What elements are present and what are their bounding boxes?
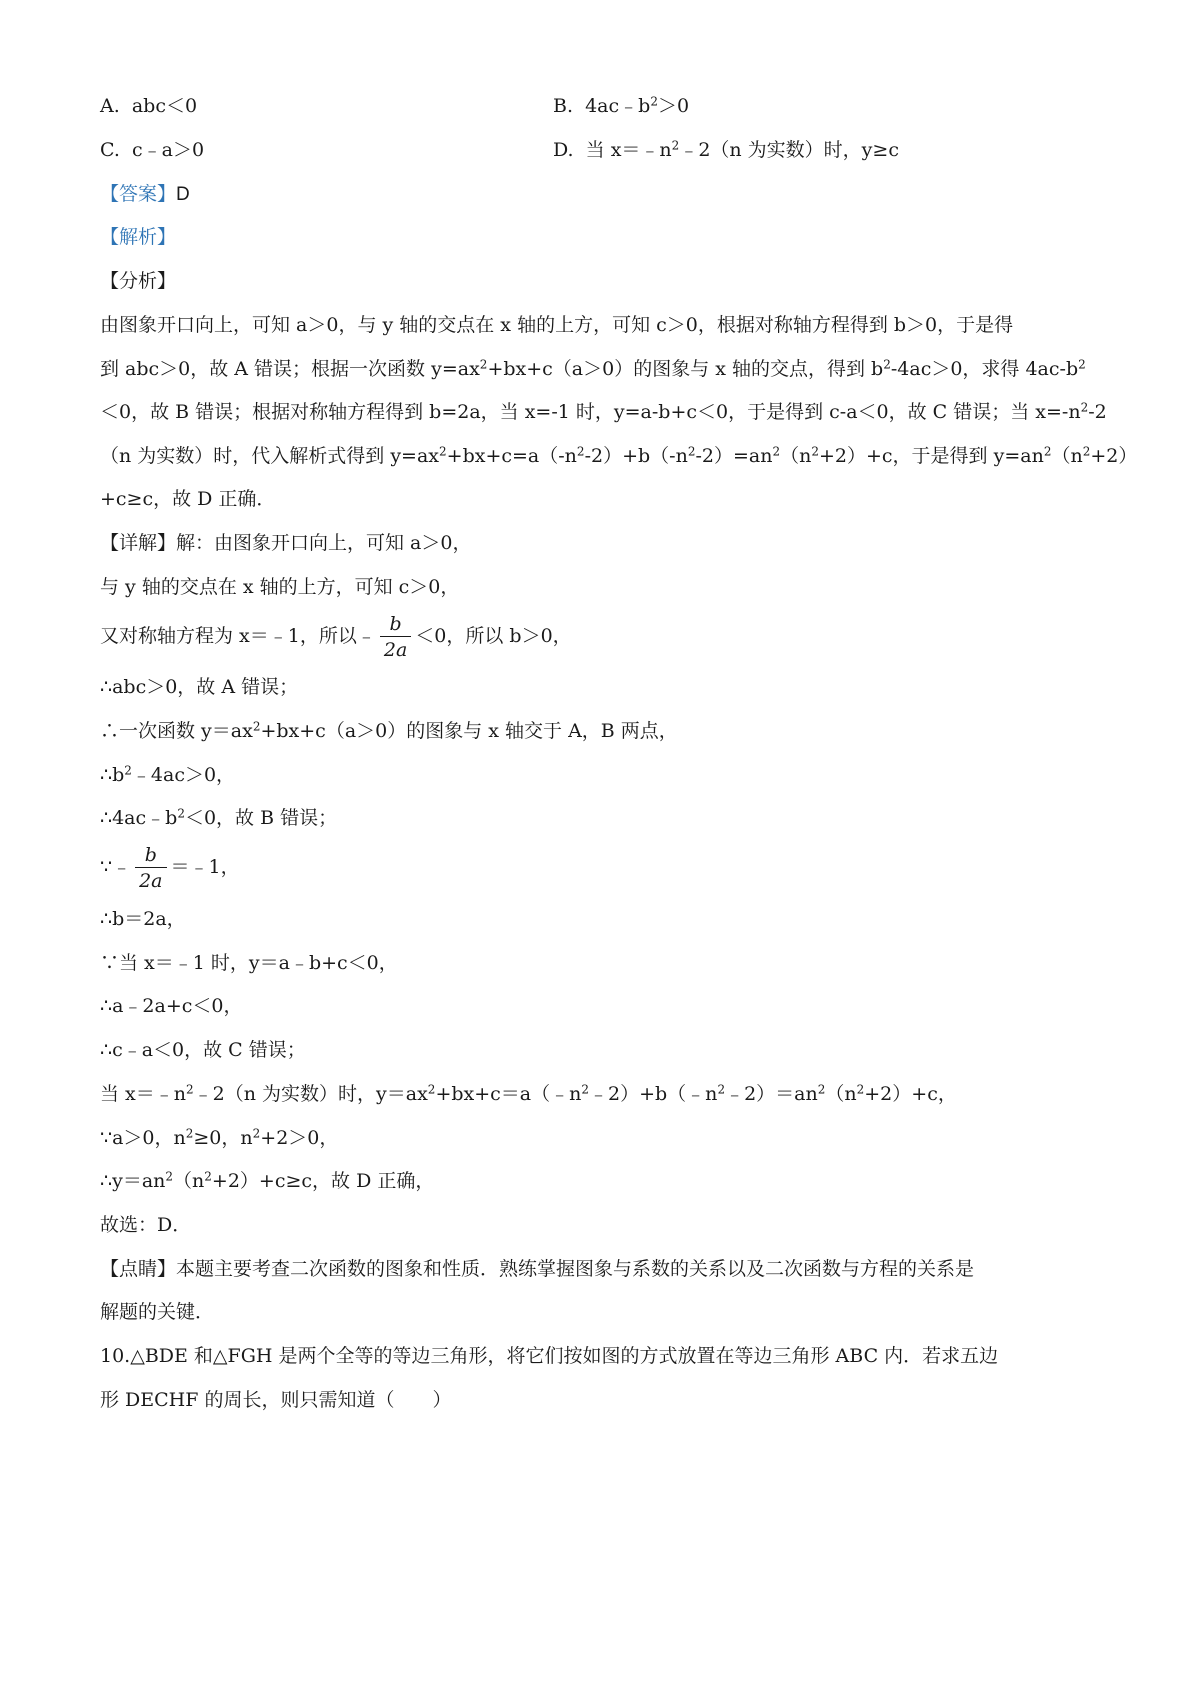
text: 10.△BDE 和△FGH 是两个全等的等边三角形，将它们按如图的方式放置在等边三角形 ABC 内．若求五边 <box>100 1345 999 1367</box>
text: 与 y 轴的交点在 x 轴的上方，可知 c＞0， <box>100 576 460 598</box>
text: -4ac＞0，求得 4ac-b <box>890 358 1079 380</box>
fenxi-line-3 <box>100 399 1107 425</box>
option-b-text: B. 4ac﹣b <box>553 95 651 117</box>
detail-step-11 <box>100 993 1100 1019</box>
text: ＝﹣1， <box>170 856 240 878</box>
text: ∵当 x＝﹣1 时，y＝a﹣b+c＜0， <box>100 952 398 974</box>
text: 解：由图象开口向上，可知 a＞0， <box>176 532 472 554</box>
dianjing-line-2 <box>100 1299 1100 1325</box>
detail-step-7 <box>100 805 1100 831</box>
detail-step-9 <box>100 906 1100 932</box>
superscript: 2 <box>479 357 488 372</box>
text: 形 DECHF 的周长，则只需知道（ ） <box>100 1389 452 1411</box>
detail-step-14 <box>100 1125 1100 1151</box>
text: 又对称轴方程为 x＝﹣1，所以﹣ <box>100 625 376 647</box>
detail-step-10 <box>100 950 1100 976</box>
fraction-denominator: 2a <box>135 867 166 894</box>
fenxi-line-2 <box>100 356 1100 382</box>
detail-step-6 <box>100 762 1100 788</box>
text: （n <box>173 1170 205 1192</box>
text: ﹣2（n 为实数）时，y＝ax <box>193 1083 428 1105</box>
dianjing-line-1 <box>100 1256 1100 1282</box>
fraction <box>135 843 166 894</box>
superscript: 2 <box>650 94 658 109</box>
fenxi-line-5 <box>100 486 1100 512</box>
superscript: 2 <box>252 719 261 734</box>
option-b <box>553 93 689 119</box>
text: ∴y＝an <box>100 1170 166 1192</box>
text: ﹣4ac＞0， <box>131 764 236 786</box>
text: +2）+c， <box>864 1083 957 1105</box>
text: -2 <box>1088 401 1107 423</box>
superscript: 2 <box>252 1126 261 1141</box>
option-d-text-end: ﹣2（n 为实数）时，y≥c <box>679 139 899 161</box>
superscript: 2 <box>811 444 819 459</box>
superscript: 2 <box>1043 444 1052 459</box>
text: +2＞0， <box>260 1127 339 1149</box>
text: +bx+c（a＞0）的图象与 x 轴的交点，得到 b <box>487 358 884 380</box>
detail-step-8 <box>100 841 1100 894</box>
option-a-text: A. abc＜0 <box>100 95 198 117</box>
text: +c≥c，故 D 正确． <box>100 488 276 510</box>
text: +bx+c=a（-n <box>446 445 577 467</box>
text: 故选：D． <box>100 1214 192 1236</box>
text: ∵﹣ <box>100 856 132 878</box>
superscript: 2 <box>856 1082 865 1097</box>
text: ∴一次函数 y＝ax <box>100 720 253 742</box>
text: -2）+b（-n <box>584 445 688 467</box>
superscript: 2 <box>185 1126 194 1141</box>
superscript: 2 <box>576 444 585 459</box>
fenxi-line-4 <box>100 443 1138 469</box>
text: +2）+c≥c，故 D 正确， <box>211 1170 435 1192</box>
text: ≥0，n <box>193 1127 253 1149</box>
text: （n 为实数）时，代入解析式得到 y=ax <box>100 445 440 467</box>
superscript: 2 <box>687 444 696 459</box>
superscript: 2 <box>204 1169 212 1184</box>
fenxi-label: 【分析】 <box>100 270 177 292</box>
detail-step-13 <box>100 1081 1100 1107</box>
superscript: 2 <box>186 1082 194 1097</box>
text: +bx+c（a＞0）的图象与 x 轴交于 A，B 两点， <box>260 720 678 742</box>
detail-step-12 <box>100 1037 1100 1063</box>
superscript: 2 <box>1080 400 1089 415</box>
superscript: 2 <box>1078 357 1086 372</box>
text: +2） <box>1090 445 1138 467</box>
superscript: 2 <box>439 444 447 459</box>
dianjing-label: 【点睛】 <box>100 1258 177 1280</box>
detail-step-5 <box>100 718 1100 744</box>
text: 到 abc＞0，故 A 错误；根据一次函数 y=ax <box>100 358 480 380</box>
fraction-numerator: b <box>144 843 157 866</box>
superscript: 2 <box>671 138 680 153</box>
detail-step-3 <box>100 610 1100 663</box>
text: ＜0，故 B 错误；根据对称轴方程得到 b=2a，当 x=-1 时，y=a-b+c＜0，于是得到 c-a＜0，故 C 错误；当 x=-n <box>100 401 1081 423</box>
text: （n <box>825 1083 857 1105</box>
answer-value: D <box>176 184 190 205</box>
superscript: 2 <box>817 1082 826 1097</box>
superscript: 2 <box>772 444 781 459</box>
text: ∴b＝2a， <box>100 908 186 930</box>
option-c <box>100 137 204 163</box>
question-10-line-2 <box>100 1387 1100 1413</box>
text: ∵a＞0，n <box>100 1127 186 1149</box>
text: ﹣2）+b（﹣n <box>589 1083 718 1105</box>
detail-step-16 <box>100 1212 1100 1238</box>
text: 当 x＝﹣n <box>100 1083 186 1105</box>
text: ∴abc＞0，故 A 错误； <box>100 676 299 698</box>
option-a <box>100 93 197 119</box>
text: 本题主要考查二次函数的图象和性质．熟练掌握图象与系数的关系以及二次函数与方程的关系是 <box>176 1258 975 1280</box>
answer-line <box>100 181 1100 208</box>
fraction-numerator: b <box>389 612 402 635</box>
text: 由图象开口向上，可知 a＞0，与 y 轴的交点在 x 轴的上方，可知 c＞0，根据对称轴方程得到 b＞0，于是得 <box>100 314 1014 336</box>
text: ∴c﹣a＜0，故 C 错误； <box>100 1039 306 1061</box>
superscript: 2 <box>581 1082 590 1097</box>
text: +bx+c＝a（﹣n <box>435 1083 582 1105</box>
option-c-text: C. c﹣a＞0 <box>100 139 205 161</box>
text: ∴b <box>100 764 125 786</box>
answer-label: 【答案】 <box>100 183 177 205</box>
text: -2）=an <box>695 445 773 467</box>
text: 解题的关键． <box>100 1301 215 1323</box>
superscript: 2 <box>124 763 132 778</box>
detail-label: 【详解】 <box>100 532 177 554</box>
text: ∴a﹣2a+c＜0， <box>100 995 243 1017</box>
superscript: 2 <box>883 357 891 372</box>
text: +2）+c，于是得到 y=an <box>818 445 1044 467</box>
question-10-line-1 <box>100 1343 1100 1369</box>
superscript: 2 <box>1082 444 1091 459</box>
option-d-text: D. 当 x＝﹣n <box>553 139 672 161</box>
fenxi-line-1 <box>100 312 1100 338</box>
option-d <box>553 137 899 163</box>
detail-step-1 <box>100 530 1100 556</box>
superscript: 2 <box>177 806 185 821</box>
detail-step-4 <box>100 674 1100 700</box>
text: （n <box>1051 445 1083 467</box>
text: ∴4ac﹣b <box>100 807 178 829</box>
text: ﹣2）＝an <box>725 1083 818 1105</box>
superscript: 2 <box>165 1169 174 1184</box>
detail-step-2 <box>100 574 1100 600</box>
text: ＜0，故 B 错误； <box>184 807 338 829</box>
option-b-text-end: ＞0 <box>657 95 690 117</box>
detail-step-15 <box>100 1168 1100 1194</box>
text: （n <box>780 445 812 467</box>
text: ＜0，所以 b＞0， <box>415 625 572 647</box>
fraction-denominator: 2a <box>380 636 411 663</box>
superscript: 2 <box>427 1082 436 1097</box>
fraction <box>380 612 411 663</box>
superscript: 2 <box>717 1082 726 1097</box>
jiexi-label: 【解析】 <box>100 226 177 248</box>
